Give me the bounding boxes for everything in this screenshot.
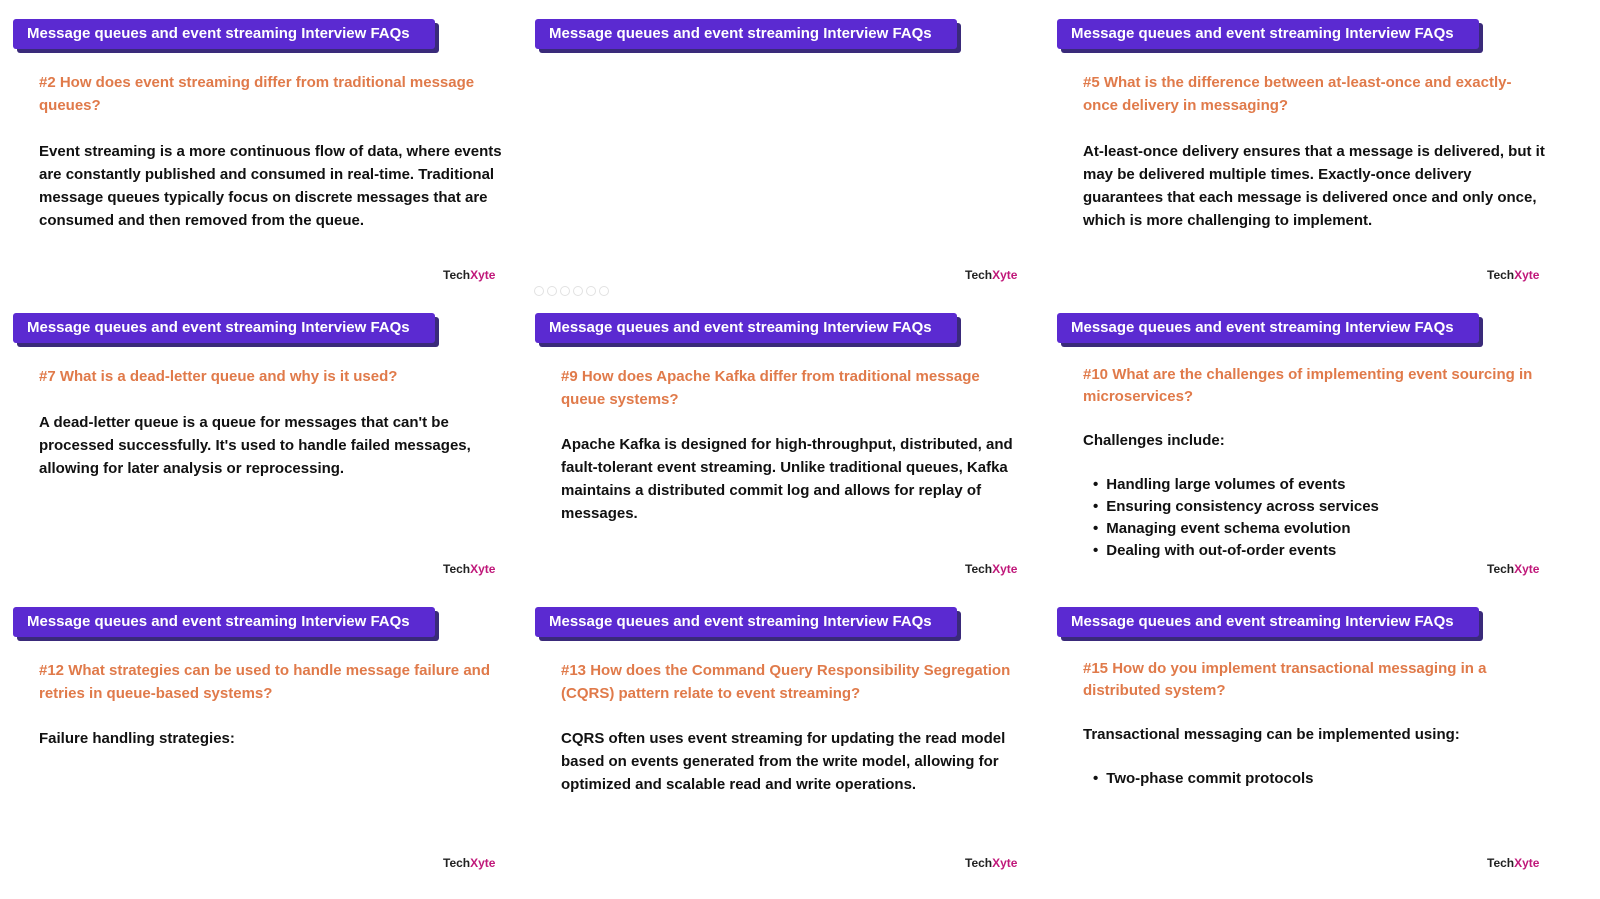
techxyte-logo: TechXyte xyxy=(443,856,496,870)
faq-card-8 xyxy=(522,588,1044,880)
question-text: #12 What strategies can be used to handle message failure and retries in queue-based systems? xyxy=(39,662,490,702)
header-banner: Message queues and event streaming Interview FAQs xyxy=(535,19,957,49)
faq-card-5 xyxy=(522,294,1044,586)
list-item: • Handling large volumes of events xyxy=(1093,474,1379,496)
list-item: • Dealing with out-of-order events xyxy=(1093,540,1379,562)
question-text: #13 How does the Command Query Responsibility Segregation (CQRS) pattern relate to event streaming? xyxy=(561,662,1011,702)
techxyte-logo: TechXyte xyxy=(965,562,1018,576)
answer-text: A dead-letter queue is a queue for messages that can't be processed successfully. It's used to handle failed messages, allowing for later analysis or reprocessing. xyxy=(39,414,471,477)
techxyte-logo: TechXyte xyxy=(443,268,496,282)
faq-card-4 xyxy=(0,294,522,586)
answer-text: At-least-once delivery ensures that a message is delivered, but it may be delivered multiple times. Exactly-once delivery guarantees that each message is delivered once and only once, which is more challenging to implement. xyxy=(1083,143,1545,229)
answer-text: Challenges include: xyxy=(1083,432,1225,449)
header-banner: Message queues and event streaming Interview FAQs xyxy=(1057,313,1479,343)
header-banner: Message queues and event streaming Interview FAQs xyxy=(1057,607,1479,637)
question-text: #5 What is the difference between at-least-once and exactly-once delivery in messaging? xyxy=(1083,74,1512,114)
techxyte-logo: TechXyte xyxy=(1487,856,1540,870)
header-banner: Message queues and event streaming Interview FAQs xyxy=(13,19,435,49)
techxyte-logo: TechXyte xyxy=(1487,562,1540,576)
bullet-list xyxy=(1093,768,1314,790)
answer-text: CQRS often uses event streaming for updating the read model based on events generated from the write model, allowing for optimized and scalable read and write operations. xyxy=(561,730,1006,793)
question-text: #7 What is a dead-letter queue and why is it used? xyxy=(39,368,398,385)
answer-text: Transactional messaging can be implemented using: xyxy=(1083,726,1460,743)
answer-text: Event streaming is a more continuous flow of data, where events are constantly published and consumed in real-time. Traditional message queues typically focus on discrete messages that are consumed and then removed from the queue. xyxy=(39,143,502,229)
faq-card-6 xyxy=(1044,294,1566,586)
faq-card-3 xyxy=(1044,0,1566,292)
header-banner: Message queues and event streaming Interview FAQs xyxy=(13,313,435,343)
techxyte-logo: TechXyte xyxy=(443,562,496,576)
question-text: #2 How does event streaming differ from traditional message queues? xyxy=(39,74,475,114)
header-banner: Message queues and event streaming Interview FAQs xyxy=(1057,19,1479,49)
techxyte-logo: TechXyte xyxy=(965,268,1018,282)
techxyte-logo: TechXyte xyxy=(1487,268,1540,282)
header-banner: Message queues and event streaming Interview FAQs xyxy=(13,607,435,637)
list-item: • Managing event schema evolution xyxy=(1093,518,1379,540)
list-item: • Two-phase commit protocols xyxy=(1093,768,1314,790)
answer-text: Failure handling strategies: xyxy=(39,730,235,747)
faq-card-7 xyxy=(0,588,522,880)
faq-card-2 xyxy=(522,0,1044,292)
question-text: #10 What are the challenges of implementing event sourcing in microservices? xyxy=(1083,366,1533,405)
list-item: • Ensuring consistency across services xyxy=(1093,496,1379,518)
faq-card-1 xyxy=(0,0,522,292)
question-text: #9 How does Apache Kafka differ from traditional message queue systems? xyxy=(561,368,980,408)
answer-text: Apache Kafka is designed for high-throughput, distributed, and fault-tolerant event streaming. Unlike traditional queues, Kafka maintains a distributed commit log and allows for replay of messages. xyxy=(561,436,1013,522)
question-text: #15 How do you implement transactional messaging in a distributed system? xyxy=(1083,660,1487,699)
header-banner: Message queues and event streaming Interview FAQs xyxy=(535,313,957,343)
bullet-list xyxy=(1093,474,1379,562)
techxyte-logo: TechXyte xyxy=(965,856,1018,870)
faq-card-9 xyxy=(1044,588,1566,880)
header-banner: Message queues and event streaming Interview FAQs xyxy=(535,607,957,637)
